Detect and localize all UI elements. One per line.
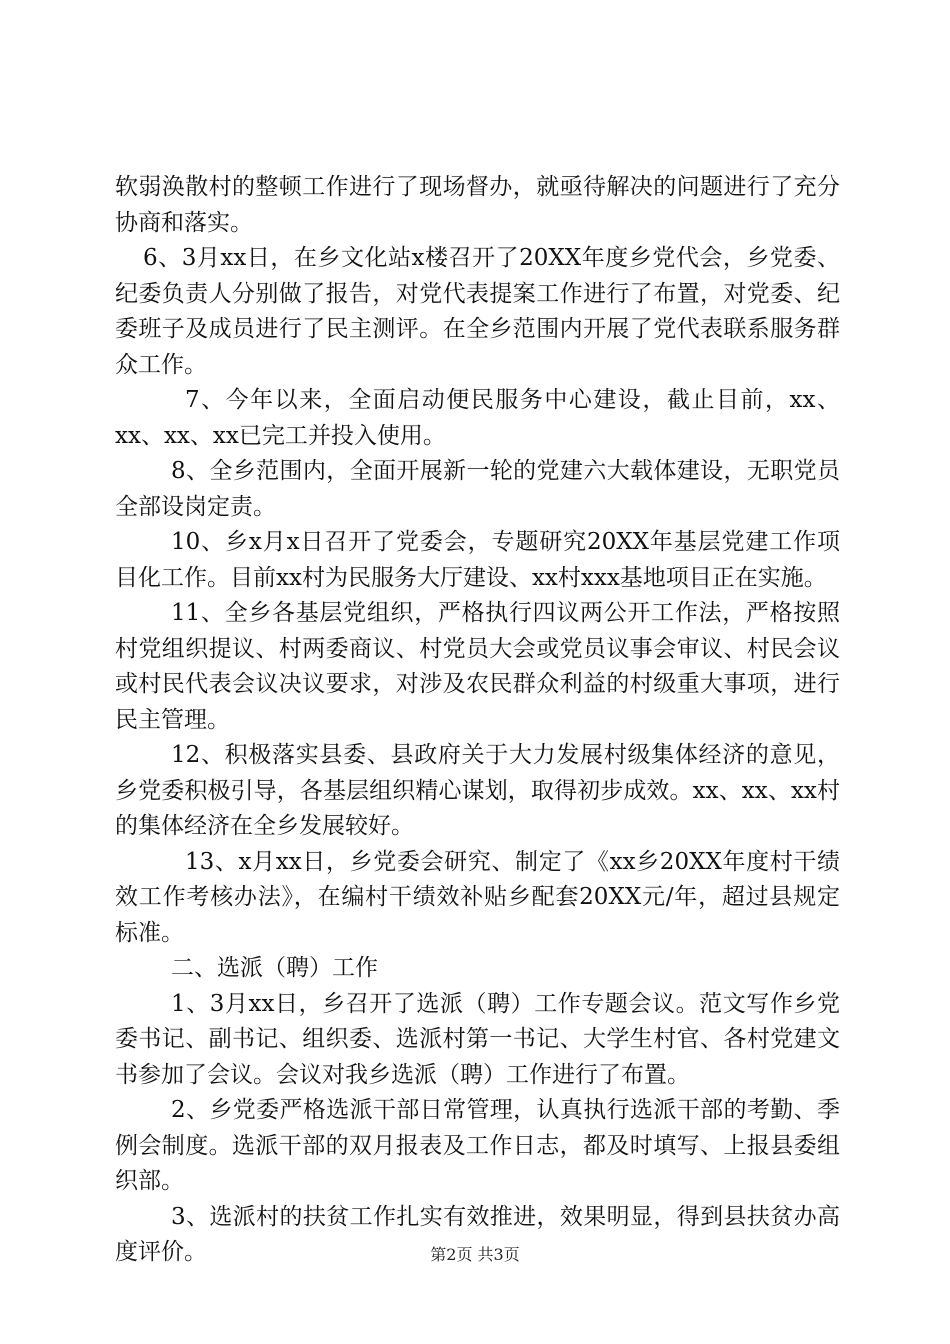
section-heading: 二、选派（聘）工作 <box>171 955 378 981</box>
paragraph-10: 2、乡党委严格选派干部日常管理，认真执行选派干部的考勤、季例会制度。选派干部的双月报表及工作日志，都及时填写、上报县委组织部。 <box>115 1097 840 1194</box>
paragraph-8: 13、x月xx日，乡党委会研究、制定了《xx乡20XX年度村干绩效工作考核办法》，在编村干绩效补贴乡配套20XX元/年，超过县规定标准。 <box>115 848 840 946</box>
paragraph-5: 10、乡x月x日召开了党委会，专题研究20XX年基层党建工作项目化工作。目前xx村为民服务大厅建设、xx村xxx基地项目正在实施。 <box>115 529 840 591</box>
paragraph-7: 12、积极落实县委、县政府关于大力发展村级集体经济的意见，乡党委积极引导，各基层组织精心谋划，取得初步成效。xx、xx、xx村的集体经济在全乡发展较好。 <box>115 742 840 839</box>
page-footer: 第2页 共3页 <box>430 1245 520 1264</box>
paragraph-3: 7、今年以来，全面启动便民服务中心建设，截止目前，xx、xx、xx、xx已完工并投入使用。 <box>115 387 840 449</box>
paragraph-1: 软弱涣散村的整顿工作进行了现场督办，就亟待解决的问题进行了充分协商和落实。 <box>115 174 840 236</box>
paragraph-2: 6、3月xx日，在乡文化站x楼召开了20XX年度乡党代会，乡党委、纪委负责人分别做了报告，对党代表提案工作进行了布置，对党委、纪委班子及成员进行了民主测评。在全乡范围内开展了党代表联系服务群众工作。 <box>115 245 840 378</box>
paragraph-11: 3、选派村的扶贫工作扎实有效推进，效果明显，得到县扶贫办高度评价。 <box>115 1203 840 1265</box>
paragraph-4: 8、全乡范围内，全面开展新一轮的党建六大载体建设，无职党员全部设岗定责。 <box>115 458 840 520</box>
document-body <box>115 170 840 1271</box>
paragraph-9: 1、3月xx日，乡召开了选派（聘）工作专题会议。范文写作乡党委书记、副书记、组织委、选派村第一书记、大学生村官、各村党建文书参加了会议。会议对我乡选派（聘）工作进行了布置。 <box>115 990 840 1088</box>
paragraph-6: 11、全乡各基层党组织，严格执行四议两公开工作法，严格按照村党组织提议、村两委商议、村党员大会或党员议事会审议、村民会议或村民代表会议决议要求，对涉及农民群众利益的村级重大事项，进行民主管理。 <box>115 600 840 733</box>
